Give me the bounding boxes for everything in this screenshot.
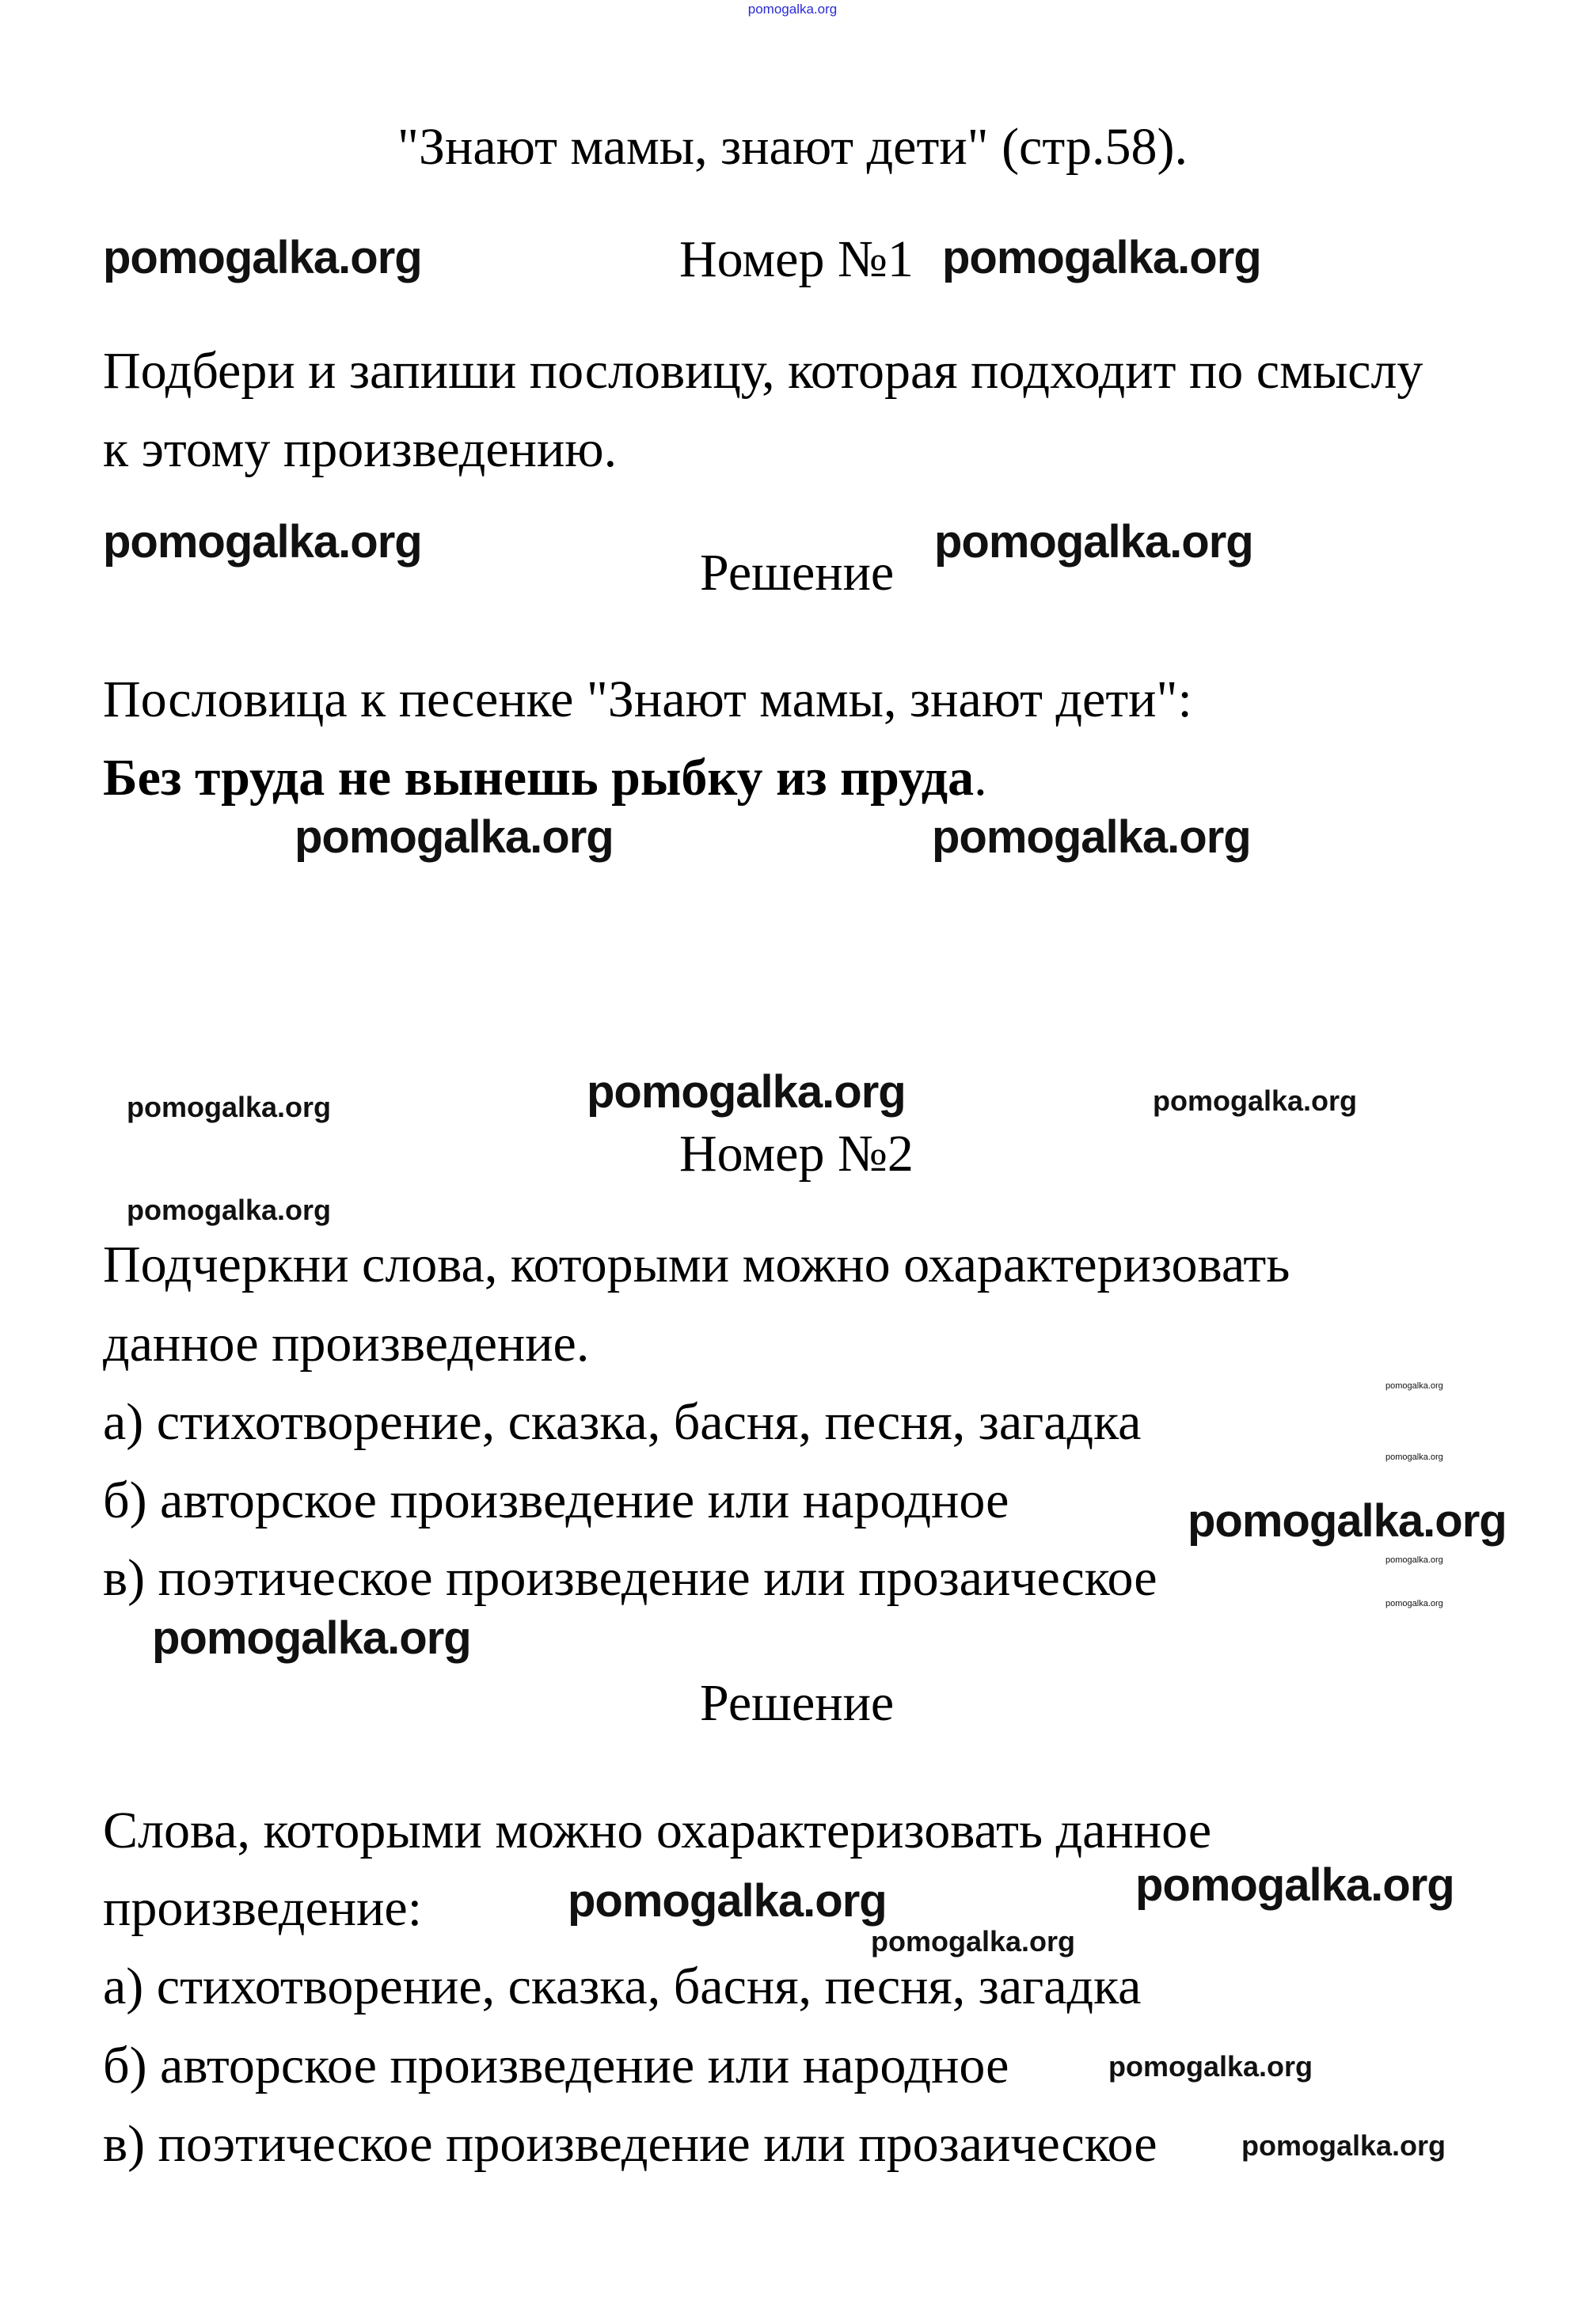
proverb-period: . [974, 749, 987, 807]
task2-answer-line: произведение: [103, 1879, 423, 1937]
watermark: pomogalka.org [942, 232, 1261, 283]
watermark: pomogalka.org [1108, 2050, 1313, 2083]
proverb: Без труда не вынешь рыбку из пруда [103, 749, 975, 807]
page-title: "Знают мамы, знают дети" (стр.58). [397, 118, 1188, 176]
watermark: pomogalka.org [568, 1875, 887, 1927]
task2-question-line: Подчеркни слова, которыми можно охарактеризовать [103, 1236, 1290, 1293]
task2-option: б) авторское произведение или народное [103, 1471, 1009, 1529]
task2-answer-line: Слова, которыми можно охарактеризовать данное [103, 1802, 1212, 1859]
task2-option: а) стихотворение, сказка, басня, песня, загадка [103, 1393, 1142, 1451]
watermark: pomogalka.org [127, 1091, 332, 1123]
watermark: pomogalka.org [1385, 1452, 1443, 1462]
watermark: pomogalka.org [1135, 1859, 1454, 1911]
task1-question-line: Подбери и запиши пословицу, которая подходит по смыслу [103, 342, 1423, 400]
task1-question-line: к этому произведению. [103, 420, 618, 478]
task2-option: в) поэтическое произведение или прозаическое [103, 1549, 1157, 1607]
watermark: pomogalka.org [1153, 1084, 1358, 1117]
watermark: pomogalka.org [103, 516, 422, 568]
task2-answer-option: б) авторское произведение или народное [103, 2037, 1009, 2094]
watermark: pomogalka.org [587, 1066, 906, 1118]
task2-answer-option: а) стихотворение, сказка, басня, песня, загадка [103, 1958, 1142, 2015]
watermark: pomogalka.org [295, 811, 614, 863]
task1-heading: Номер №1 [679, 230, 914, 288]
task1-solution-heading: Решение [700, 544, 895, 602]
task2-heading: Номер №2 [679, 1125, 914, 1183]
watermark: pomogalka.org [1188, 1495, 1507, 1547]
watermark: pomogalka.org [1385, 1381, 1443, 1391]
task2-question-line: данное произведение. [103, 1315, 590, 1373]
task2-answer-option: в) поэтическое произведение или прозаическое [103, 2115, 1157, 2173]
watermark: pomogalka.org [1385, 1555, 1443, 1565]
watermark: pomogalka.org [932, 811, 1251, 863]
watermark: pomogalka.org [934, 516, 1253, 568]
watermark: pomogalka.org [871, 1925, 1076, 1958]
task1-answer [103, 751, 987, 805]
watermark: pomogalka.org [1241, 2129, 1446, 2162]
task2-solution-heading: Решение [700, 1674, 895, 1732]
watermark: pomogalka.org [127, 1194, 332, 1226]
site-link[interactable]: pomogalka.org [747, 2, 838, 17]
watermark: pomogalka.org [103, 232, 422, 283]
watermark: pomogalka.org [152, 1612, 471, 1664]
task1-answer-intro: Пословица к песенке "Знают мамы, знают дети": [103, 670, 1192, 728]
watermark: pomogalka.org [1385, 1599, 1443, 1608]
